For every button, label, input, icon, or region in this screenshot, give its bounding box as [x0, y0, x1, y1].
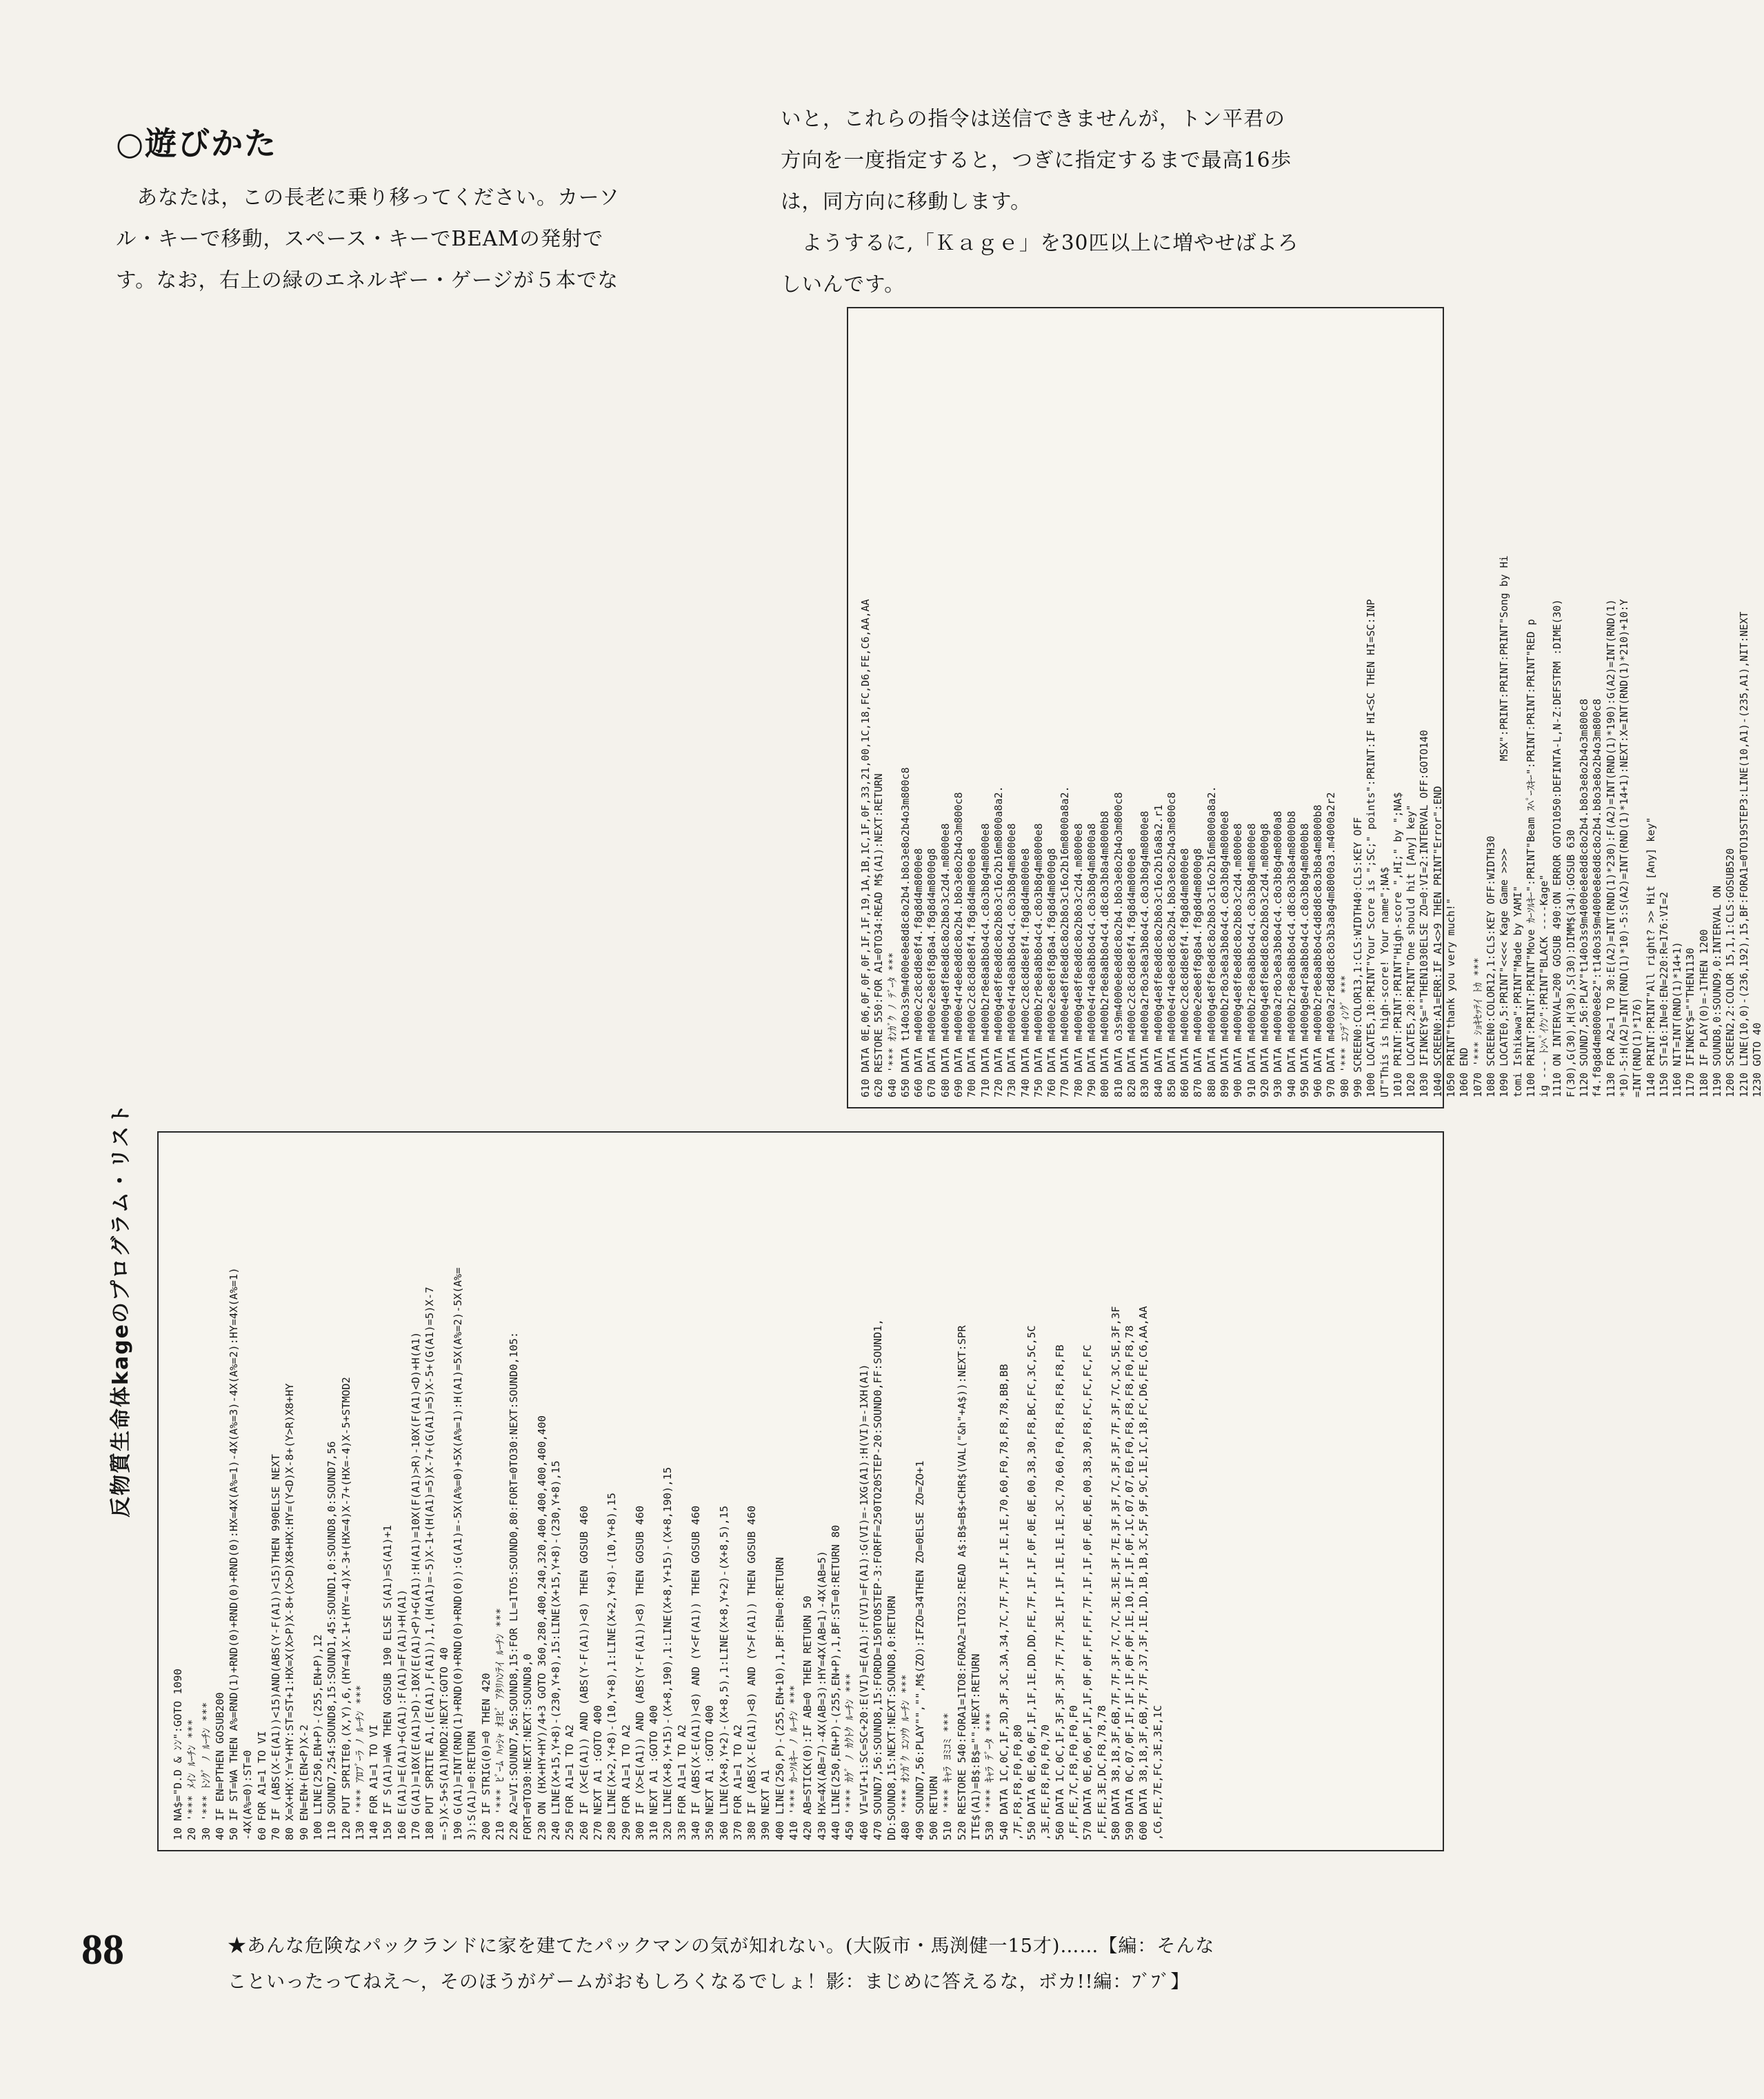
code-line: 1120 SOUND7,56:PLAY"t140o3s9m4000e8e8d8c8o2b4.b8o3e8o2b4o3m800c8 [1578, 699, 1591, 1097]
code-line: 480 '*** ｵﾝｶﾞｸ ｴﾝｿｳ ﾙｰﾁﾝ *** [899, 1674, 912, 1840]
code-line: 1200 SCREEN2,2:COLOR 15,1,1:CLS:GOSUB520 [1724, 848, 1737, 1097]
code-line: 1160 NIT=INT(RND(1)*14+1) [1671, 942, 1684, 1097]
program-listing-part1-text [164, 1124, 1448, 1846]
code-line: 140 FOR A1=1 TO VI [368, 1724, 381, 1840]
code-line: 920 DATA m4000g4e8f8e8d8c8o2b8o3c2d4.m8000g8 [1258, 823, 1271, 1097]
code-line: 220 A2=VI:SOUND7,56:SOUND8,15:FOR LL=1TO5:SOUND0,80:FORT=0TO30:NEXT:SOUND0,105: [508, 1331, 521, 1840]
code-line: 790 DATA m4000e4r4e8a8b8o4c4.c8o3b8g4m8000a8 [1085, 823, 1099, 1097]
code-line: 330 FOR A1=1 TO A2 [675, 1724, 688, 1840]
code-line: 160 E(A1)=E(A1)+G(A1):F(A1)=F(A1)+H(A1) [395, 1589, 408, 1840]
code-line: 760 DATA m4000e2e8e8f8g8a4.f8g8d4m8000g8 [1045, 848, 1059, 1097]
code-line: 1130 FOR A2=1 TO 30:E(A2)=INT(RND(1)*230):F(A2)=INT(RND(1)*190):G(A2)=INT(RND(1) [1604, 599, 1617, 1097]
code-line: 900 DATA m4000g4e8f8e8d8c8o2b8o3c2d4.m8000e8 [1232, 823, 1245, 1097]
code-line: 1030 IFINKEY$=""THEN1030ELSE ZO=0:VI=2:INTERVAL OFF:GOTO140 [1418, 730, 1431, 1097]
code-line: 150 IF S(A1)=WA THEN GOSUB 190 ELSE S(A1)=S(A1)+1 [381, 1524, 394, 1840]
code-line: 320 LINE(X+8,Y+15)-(X+8,190),1:LINE(X+8,Y+15)-(X+8,190),15 [661, 1466, 674, 1840]
code-line: 720 DATA m4000g4e8f8e8d8c8o2b8o3c16o2b16m8000a8a2. [992, 786, 1005, 1097]
code-line: 40 IF EN=PTHEN GOSUB200 [213, 1692, 226, 1840]
code-line: 470 SOUND7,56:SOUND8,15:FORDD=150TO8STEP-3:FORFF=250TO20STEP-20:SOUND0,FF:SOUND1, [871, 1319, 884, 1840]
code-line: 610 DATA 0E,06,0F,0F,0F,1F,1F,19,1A,1B,1C,1F,0F,33,21,00,1C,18,FC,D6,FE,C6,AA,AA [859, 599, 872, 1097]
code-line: 120 PUT SPRITE0,(X,Y),6,(HY=4)X-1+(HY=-4)X-3+(HX=4)X-7+(HX=-4)X-5+STMOD2 [339, 1377, 352, 1840]
code-line: 100 LINE(250,EN+P)-(255,EN+P),12 [311, 1634, 324, 1840]
code-line: 1210 LINE(10,0)-(236,192),15,BF:FORA1=0TO19STEP3:LINE(10,A1)-(235,A1),NIT:NEXT [1737, 611, 1750, 1097]
code-line: 1110 ON INTERVAL=200 GOSUB 490:ON ERROR GOTO1050:DEFINTA-L,N-Z:DEFSTRM :DIME(30) [1551, 599, 1564, 1097]
program-listing-part2-text [852, 306, 1763, 1103]
code-line: 800 DATA m4000b2r8e8a8b8o4c4.d8c8o3b8a4m8000b8 [1099, 810, 1112, 1097]
code-line: 1080 SCREEN0:COLOR12,1:CLS:KEY OFF:WIDTH30 [1484, 835, 1497, 1097]
code-line: 990 SCREEN0:COLOR13,1:CLS:WIDTH40:CLS:KEY OFF [1351, 817, 1364, 1097]
code-line: 180 PUT SPRITE A1,(E(A1),F(A1)),1,(H(A1)=-5)X-1+(H(A1)=5)X-7+(G(A1)=5)X-5+(G(A1)=5)X-7 [423, 1286, 437, 1840]
code-line: 20 '*** ﾒｲﾝ ﾙｰﾁﾝ *** [186, 1719, 199, 1840]
code-line: 380 IF (ABS(X-E(A1))<8) AND (Y>F(A1)) THEN GOSUB 460 [745, 1505, 759, 1840]
code-line: 240 LINE(X+15,Y+8)-(230,Y+8),15:LINE(X+15,Y+8)-(230,Y+8),15 [550, 1460, 563, 1840]
code-line: 710 DATA m4000b2r8e8a8b8o4c4.c8o3b8g4m8000e8 [979, 823, 992, 1097]
intro-paragraph-right: いと，これらの指令は送信できませんが，トン平君の 方向を一度指定すると，つぎに指定するまで最高16歩 は，同方向に移動します。 ようするに,「Ｋａｇｅ」を30匹以上に増やせばよろ しいんです。 [781, 107, 1299, 296]
code-line: 1190 SOUND8,0:SOUND9,0:INTERVAL ON [1711, 885, 1723, 1097]
code-line: 810 DATA o3s9m4000e8e8d8c8o2b4.b8o3e8o2b4o3m800c8 [1112, 792, 1125, 1097]
code-line: ig --- ﾄﾝﾍﾟｲｸﾝ":PRINT"BLACK ----Kage" [1538, 874, 1551, 1097]
code-line: 270 NEXT A1 :GOTO 400 [591, 1705, 604, 1840]
code-line: 680 DATA m4000g4e8f8e8d8c8o2b8o3c2d4.m8000e8 [939, 823, 952, 1097]
code-line: 530 '*** ｷｬﾗ ﾃﾞｰﾀ *** [983, 1713, 996, 1840]
code-line: 450 '*** ｶｹﾞ ﾉ ｶｸﾄｸ ﾙｰﾁﾝ *** [843, 1673, 856, 1840]
code-line: 210 '*** ﾋﾞｰﾑ ﾊｯｼｬ ｵﾖﾋﾞ ｱﾀﾘﾊﾝﾃｲ ﾙｰﾁﾝ *** [493, 1608, 506, 1840]
code-line: 50 IF ST=WA THEN A%=RND(1)+RND(0)+RND(0)+RND(0):HX=4X(A%=1)-4X(A%=3)-4X(A%=2):HY=4X(A%=1) [228, 1267, 241, 1840]
code-line: 590 DATA 0C,07,0F,1F,1F,1F,0F,0F,1E,10,1F,1F,0F,1C,07,07,E0,F0,F8,F8,F8,F0,F8,78 [1123, 1325, 1136, 1840]
code-line: 780 DATA m4000g4e8f8e8d8c8o2b8o3c2d4.m8000e8 [1072, 823, 1085, 1097]
code-line: 230 ON (HX+HY+HY)/4+3 GOTO 360,280,400,240,320,400,400,400,400,400 [535, 1415, 548, 1840]
code-line: ,3E,FE,F8,F0,F0,70 [1039, 1724, 1052, 1840]
reader-comment-footer: ★あんな危険なパックランドに家を建てたパックマンの気が知れない。(大阪市・馬渕健一15才)……【編：そんな こといったってねえ～，そのほうがゲームがおもしろくなるでしょ！影：まじめに答えるな，ボカ!!編：ﾌﾞﾌﾞ】 [228, 1936, 1215, 1993]
code-line: 370 FOR A1=1 TO A2 [731, 1724, 744, 1840]
code-line: 830 DATA m4000a2r8o3e8a3b8o4c4.c8o3b8g4m8000e8 [1139, 810, 1152, 1097]
code-line: ,FE,FE,3E,DC,F8,78,78 [1095, 1705, 1108, 1840]
code-line: ITE$(A1)=B$:B$="":NEXT:RETURN [969, 1653, 982, 1840]
code-line: 620 RESTORE 550:FOR A1=0TO34:READ M$(A1):NEXT:RETURN [872, 773, 885, 1097]
code-line: *10)-5:H(A2)=INT(RND(1)*10)-5:S(A2)=INT(RND(1)*14+1):NEXT:X=INT(RND(1)*210)+10:Y [1617, 599, 1630, 1097]
code-line: 250 FOR A1=1 TO A2 [563, 1724, 577, 1840]
code-line: 980 '*** ｴﾝﾃﾞｨﾝｸﾞ *** [1338, 975, 1351, 1097]
code-line: 520 RESTORE 540:FORA1=1TO8:FORA2=1TO32:READ A$:B$=B$+CHR$(VAL("&h"+A$)):NEXT:SPR [955, 1325, 968, 1840]
code-line: 650 DATA t140o3s9m4000e8e8d8c8o2b4.b8o3e8o2b4o3m800c8 [899, 767, 912, 1097]
code-line: 820 DATA m4000c2c8c8d8e8f4.f8g8d4m8000e8 [1125, 848, 1138, 1097]
code-line: 170 G(A1)=10X(E(A1)>D)-10X(E(A1)<P)+G(A1):H(A1)=10X(F(A1)>R)-10X(F(A1)<D)+H(A1) [410, 1331, 423, 1840]
code-line: 700 DATA m4000c2c8c8d8e8f4.f8g8d4m8000e8 [965, 848, 979, 1097]
code-line: 1060 END [1458, 1047, 1471, 1097]
code-line: 510 '*** ｷｬﾗ ﾖﾐｺﾐ *** [941, 1713, 954, 1840]
code-line: ,C6,FE,7E,FC,3E,3E,1C [1151, 1705, 1164, 1840]
code-line: 550 DATA 0E,06,0F,1F,1F,1E,DD,DD,FE,7F,1F,1F,0F,0E,0E,00,38,30,F8,BC,FC,3C,5C,5C [1025, 1325, 1039, 1840]
code-line: 10 NA$="D.D & ﾝﾝ":GOTO 1090 [172, 1669, 184, 1840]
page-number: 88 [81, 1927, 124, 1973]
code-line: 750 DATA m4000b2r8e8a8b8o4c4.c8o3b8g4m8000e8 [1032, 823, 1045, 1097]
code-line: 300 IF (X>E(A1)) AND (ABS(Y-F(A1))<8) THEN GOSUB 460 [633, 1505, 646, 1840]
code-line: 960 DATA m4000b2r8e8a8b8o4c4d8d8c8o3b8a4m8000b8 [1312, 804, 1325, 1097]
code-line: 1100 PRINT:PRINT:PRINT"Move ｶｰｿﾙｷｰ":PRINT"Beam ｽﾍﾟｰｽｷｰ":PRINT:PRINT:PRINT"RED p [1524, 619, 1537, 1097]
code-line: 3):S(A1)=0:RETURN [465, 1731, 479, 1840]
code-line: 130 '*** ｱﾛﾌﾞｰﾗ ﾉ ﾙｰﾁﾝ *** [353, 1684, 366, 1840]
code-line: 730 DATA m4000e4r4e8a8b8o4c4.c8o3b8g4m8000e8 [1005, 823, 1019, 1097]
code-line: 500 RETURN [928, 1775, 941, 1840]
code-line: UT"This is high-score! Your name";NA$ [1378, 866, 1391, 1097]
code-line: 890 DATA m4000b2r8o3e8a3b8o4c4.c8o3b8g4m8000e8 [1219, 810, 1232, 1097]
code-line: 360 LINE(X+8,Y+2)-(X+8,5),1:LINE(X+8,Y+2)-(X+8,5),15 [717, 1505, 730, 1840]
code-line: 280 LINE(X+2,Y+8)-(10,Y+8),1:LINE(X+2,Y+8)-(10,Y+8),15 [605, 1493, 619, 1840]
code-line: 840 DATA m4000g4e8f8e8d8c8o2b8o3c16o2b16a8a2.r1 [1152, 804, 1165, 1097]
code-line: 950 DATA m4000g8e4r8a8b8o4c4.c8o3b8g4m8000b8 [1298, 823, 1311, 1097]
code-line: 690 DATA m4000e4r4e8e8d8c8o2b4.b8o3e8o2b4o3m800c8 [952, 792, 965, 1097]
code-line: 940 DATA m4000b2r8e8a8b8o4c4.d8c8o3b8a4m8000b8 [1285, 810, 1298, 1097]
code-line: 880 DATA m4000g4e8f8e8d8c8o2b8o3c16o2b16m8000a8a2. [1205, 786, 1218, 1097]
code-line: f4.f8g8d4m8000e8e2":t140o3s9m4000e8e8d8c8o2b4.b8o3e8o2b4o3m800c8 [1591, 699, 1604, 1097]
code-line: 970 DATA m4000a2r8d8d8c8o3b3a8g4m8000a3.m4000a2r2 [1325, 792, 1338, 1097]
code-line: 910 DATA m4000b2r8e8a8b8o4c4.c8o3b8g4m8000e8 [1245, 823, 1258, 1097]
code-line: tomi Ishikawa":PRINT"Made by YAMI" [1511, 885, 1524, 1097]
code-line: 1140 PRINT:PRINT"All right? >> Hit [Any] key" [1644, 817, 1657, 1097]
code-line: 420 AB=STICK(0):IF AB=0 THEN RETURN 50 [801, 1595, 814, 1840]
code-line: 260 IF (X<E(A1)) AND (ABS(Y-F(A1))<8) THEN GOSUB 460 [577, 1505, 590, 1840]
code-line: 80 X=X+HX:Y=Y+HY:ST=ST+1:HX=X(X>P)X-8+(X>D)X8+HX:HY=(Y<D)X-8+(Y>R)X8+HY [283, 1383, 297, 1840]
code-line: 1180 IF PLAY(0)=-1THEN 1200 [1697, 929, 1710, 1097]
code-line: ,FF,FE,7C,F8,F0,F0,F0 [1068, 1705, 1080, 1840]
code-line: 540 DATA 1C,0C,1F,3D,3F,3C,3A,34,7C,7F,7F,1F,1E,1E,70,60,F0,78,F8,78,BB,BB [997, 1364, 1010, 1840]
code-line: 860 DATA m4000c2c8c8d8e8f4.f8g8d4m8000e8 [1179, 848, 1192, 1097]
code-line: 440 LINE(250,EN+P)-(255,EN+P),1,BF:ST=0:RETURN 80 [829, 1524, 842, 1840]
code-line: 740 DATA m4000c2c8c8d8e8f4.f8g8d4m8000e8 [1019, 848, 1032, 1097]
code-line: 110 SOUND7,254:SOUND8,15:SOUND1,45:SOUND1,0:SOUND8,0:SOUND7,56 [325, 1441, 339, 1840]
code-line: 200 IF STRIG(0)=0 THEN 420 [479, 1673, 492, 1840]
code-line: 640 '*** ｵﾝｶﾞｸ ﾉ ﾃﾞｰﾀ *** [885, 952, 899, 1097]
code-line: 670 DATA m4000e2e8e8f8g8a4.f8g8d4m8000g8 [925, 848, 939, 1097]
code-line: 1090 LOCATE0,5:PRINT"<<<< Kage Game >>>> MSX":PRINT:PRINT:PRINT"Song by Hi [1498, 555, 1511, 1097]
code-line: ,7F,F8,F8,F0,F0,80 [1011, 1724, 1024, 1840]
code-line: 310 NEXT A1 :GOTO 400 [648, 1705, 661, 1840]
code-line: 870 DATA m4000e2e8e8f8g8a4.f8g8d4m8000g8 [1192, 848, 1205, 1097]
code-line: 430 HX=4X(AB=7)-4X(AB=3):HY=4X(AB=1)-4X(AB=5) [815, 1551, 828, 1840]
code-line: 410 '*** ｶｰｿﾙｷｰ ﾉ ﾙｰﾁﾝ *** [788, 1684, 801, 1840]
code-line: 1000 LOCATE5,10:PRINT"Your Score is ";SC;" points":PRINT:IF HI<SC THEN HI=SC:INP [1365, 599, 1378, 1097]
code-line: 1150 ST=16:IN=0:EN=220:R=176:VI=2 [1657, 891, 1670, 1097]
code-line: 340 IF (ABS(X-E(A1))<8) AND (Y<F(A1)) THEN GOSUB 460 [689, 1505, 702, 1840]
code-line: F(30),G(30),H(30),S(30):DIMM$(34):GOSUB 630 [1564, 829, 1577, 1097]
code-line: 1170 IFINKEY$=""THEN1130 [1684, 948, 1697, 1097]
code-line: =INT(RND(1)*176) [1631, 997, 1644, 1097]
code-line: 560 DATA 1C,0C,1F,3F,3F,3F,7F,7F,3E,1F,1F,1E,1E,1E,3C,70,60,F0,F8,F8,F8,F8,FB [1053, 1344, 1066, 1840]
code-line: 70 IF (ABS(X-E(A1))<15)AND(ABS(Y-F(A1))<15)THEN 990ELSE NEXT [270, 1454, 283, 1840]
code-line: 390 NEXT A1 [759, 1769, 772, 1840]
program-listing-part1 [157, 1131, 1444, 1851]
code-line: DD:SOUND8,15:NEXT:NEXT:SOUND8,0:RETURN [885, 1595, 899, 1840]
section-heading: ○遊びかた [116, 125, 278, 162]
code-line: 930 DATA m4000a2r8o3e8a3b8o4c4.c8o3b8g4m8000a8 [1272, 810, 1285, 1097]
code-line: 90 EN=EN+(EN<P)X-2 [297, 1724, 310, 1840]
code-line: 570 DATA 0E,06,0F,1F,1F,0F,0F,FF,FF,7F,1F,1F,0F,0E,0E,00,38,30,F8,FC,FC,FC,FC [1081, 1344, 1094, 1840]
code-line: 30 '*** ﾄﾝｸﾞ ﾉ ﾙｰﾁﾝ *** [199, 1702, 212, 1840]
code-line: -4X(A%=0):ST=0 [241, 1750, 254, 1840]
code-line: 1040 SCREEN0:A1=ERR:IF A1<>9 THEN PRINT"Error":END [1431, 786, 1444, 1097]
code-line: 290 FOR A1=1 TO A2 [619, 1724, 632, 1840]
code-line: 1070 '*** ｼｮｷｾｯﾃｲ ﾄｶ *** [1471, 957, 1484, 1097]
code-line: 400 LINE(250,P)-(255,EN+10),1,BF:EN=0:RETURN [773, 1557, 786, 1840]
code-line: 190 G(A1)=INT(RND(1)+RND(0)+RND(0)+RND(0)):G(A1)=-5X(A%=0)+5X(A%=1):H(A1)=5X(A%=2)-5X(A%= [451, 1267, 464, 1840]
code-line: 660 DATA m4000c2c8c8d8e8f4.f8g8d4m8000e8 [912, 848, 925, 1097]
code-line: 1230 GOTO 40 [1750, 1022, 1763, 1097]
code-line: 770 DATA m4000e4e8f8e8d8c8o2b8o3c16o2b16m8000a8a2. [1059, 786, 1072, 1097]
code-line: 350 NEXT A1 :GOTO 400 [703, 1705, 716, 1840]
code-line: 600 DATA 38,18,3F,6B,7F,7F,37,3F,1E,1D,1B,1B,3C,5F,9F,9C,1E,1C,18,FC,D6,FE,C6,AA,AA [1137, 1306, 1150, 1840]
code-line: FORT=0TO30:NEXT:NEXT:SOUND8,0 [521, 1653, 534, 1840]
code-line: 60 FOR A1=1 TO VI [255, 1731, 268, 1840]
code-line: 460 VI=VI+1:SC=SC+20:E(VI)=E(A1):F(VI)=F(A1):G(VI)=-1XG(A1):H(VI)=-1XH(A1) [857, 1364, 870, 1840]
program-listing-part2 [847, 307, 1763, 1108]
code-line: 580 DATA 38,18,3F,6B,7F,7F,3F,7C,7C,3E,3E,3F,7E,3F,3F,7C,3F,3F,7F,3F,7C,3C,5E,3F,3F [1109, 1306, 1122, 1840]
listing-caption-text: 反物質生命体kageのプログラム・リスト [109, 1102, 133, 1518]
intro-paragraph-left: あなたは，この長老に乗り移ってください。カーソ ル・キーで移動，スペース・キーでBEAMの発射で す。なお，右上の緑のエネルギー・ゲージが５本でな [116, 186, 620, 292]
code-line: 1050 PRINT"thank you very much!" [1445, 898, 1458, 1097]
code-line: 1020 LOCATE5,20:PRINT"One should hit [Any] key" [1405, 804, 1418, 1097]
code-line: 1010 PRINT:PRINT:PRINT"High-score ",HI;" by ";NA$ [1391, 792, 1404, 1097]
code-line: =-5)X-5+S(A1)MOD2:NEXT:GOTO 40 [437, 1647, 450, 1840]
code-line: 490 SOUND7,56:PLAY"","",M$(ZO):IFZO=34THEN ZO=0ELSE ZO=ZO+1 [913, 1460, 926, 1840]
code-line: 850 DATA m4000e4r4e8e8d8c8o2b4.b8o3e8o2b4o3m800c8 [1165, 792, 1178, 1097]
